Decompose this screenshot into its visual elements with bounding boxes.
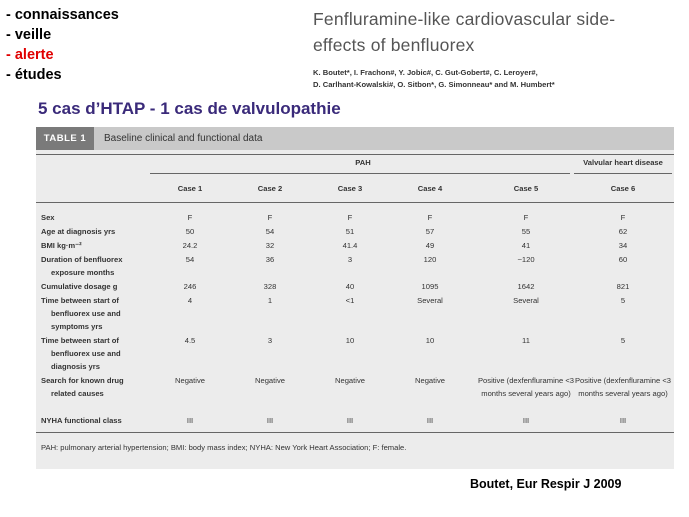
cell: III bbox=[266, 416, 274, 425]
cell: 41.4 bbox=[342, 241, 358, 250]
cell: 3 bbox=[267, 336, 273, 345]
cell: 51 bbox=[345, 227, 355, 236]
cell: ~120 bbox=[517, 255, 535, 264]
row-label bbox=[41, 294, 146, 333]
cell: 32 bbox=[265, 241, 275, 250]
cell: III bbox=[346, 416, 354, 425]
table-badge: TABLE 1 bbox=[36, 127, 94, 150]
cell: 11 bbox=[522, 336, 530, 345]
cell: 5 bbox=[620, 336, 626, 345]
cell: III bbox=[426, 416, 434, 425]
row-label: Sex bbox=[41, 213, 55, 222]
rule-bottom bbox=[36, 432, 674, 433]
cell: 36 bbox=[265, 255, 275, 264]
paper-authors bbox=[313, 67, 683, 91]
cell: 120 bbox=[423, 255, 437, 264]
paper-title bbox=[313, 6, 615, 58]
cell: 821 bbox=[616, 282, 630, 291]
cell: 49 bbox=[425, 241, 435, 250]
bullet-connaissances: - connaissances bbox=[6, 7, 119, 23]
row-label: Cumulative dosage g bbox=[41, 282, 118, 291]
cell: 55 bbox=[521, 227, 531, 236]
row-label-main: Search for known drug bbox=[41, 376, 124, 385]
col-header-case-1: Case 1 bbox=[177, 184, 203, 193]
col-header-case-4: Case 4 bbox=[417, 184, 443, 193]
cell: Positive (dexfenfluramine <3 months several years ago) bbox=[574, 376, 672, 398]
cell: III bbox=[186, 416, 194, 425]
col-header-case-6: Case 6 bbox=[610, 184, 636, 193]
cell: Negative bbox=[415, 376, 445, 385]
cell: Several bbox=[417, 296, 443, 305]
topic-list bbox=[6, 5, 119, 85]
row-label-main: Time between start of bbox=[41, 336, 119, 345]
cell: <1 bbox=[345, 296, 355, 305]
slide-headline: 5 cas d’HTAP - 1 cas de valvulopathie bbox=[38, 99, 341, 118]
cell: 3 bbox=[347, 255, 353, 264]
cell: 1 bbox=[267, 296, 273, 305]
row-label-main: Duration of benfluorex bbox=[41, 255, 123, 264]
group-header-valvular: Valvular heart disease bbox=[583, 158, 663, 167]
cell: 24.2 bbox=[182, 241, 198, 250]
cell: F bbox=[427, 213, 433, 222]
paper-title-line-1: Fenfluramine-like cardiovascular side- bbox=[313, 9, 616, 29]
rule-top bbox=[36, 154, 674, 155]
cell: 1642 bbox=[517, 282, 535, 291]
table-footnote: PAH: pulmonary arterial hypertension; BMI: body mass index; NYHA: New York Heart Association; F: female. bbox=[41, 443, 407, 452]
cell: 4.5 bbox=[184, 336, 196, 345]
cell: F bbox=[187, 213, 193, 222]
col-header-case-5: Case 5 bbox=[513, 184, 539, 193]
authors-line-1: K. Boutet*, I. Frachon#, Y. Jobic#, C. Gut-Gobert#, C. Leroyer#, bbox=[313, 68, 538, 77]
paper-title-line-2: effects of benfluorex bbox=[313, 35, 475, 55]
cell: 41 bbox=[521, 241, 531, 250]
row-label-main: Time between start of bbox=[41, 296, 119, 305]
cell: 54 bbox=[265, 227, 275, 236]
table-caption: Baseline clinical and functional data bbox=[104, 133, 263, 144]
cell: 34 bbox=[618, 241, 628, 250]
row-label-cont: benfluorex use and diagnosis yrs bbox=[51, 349, 121, 371]
row-label: BMI kg·m⁻² bbox=[41, 241, 82, 250]
cell: F bbox=[523, 213, 529, 222]
rule-group-pah bbox=[150, 173, 570, 174]
cell: 246 bbox=[183, 282, 197, 291]
rule-header bbox=[36, 202, 674, 203]
cell: 1095 bbox=[421, 282, 439, 291]
table-header-bar bbox=[36, 127, 674, 150]
cell: 60 bbox=[618, 255, 628, 264]
cell: 50 bbox=[185, 227, 195, 236]
row-label bbox=[41, 253, 146, 279]
row-label bbox=[41, 334, 146, 373]
cell: 10 bbox=[345, 336, 355, 345]
cell: F bbox=[267, 213, 273, 222]
source-citation: Boutet, Eur Respir J 2009 bbox=[470, 477, 622, 491]
group-header-pah: PAH bbox=[355, 158, 371, 167]
cell: III bbox=[619, 416, 627, 425]
cell: Positive (dexfenfluramine <3 months several years ago) bbox=[477, 376, 575, 398]
bullet-alerte: - alerte bbox=[6, 47, 54, 63]
cell: 4 bbox=[187, 296, 193, 305]
col-header-case-2: Case 2 bbox=[257, 184, 283, 193]
cell: 40 bbox=[345, 282, 355, 291]
row-label-cont: benfluorex use and symptoms yrs bbox=[51, 309, 121, 331]
cell: 328 bbox=[263, 282, 277, 291]
cell: 5 bbox=[620, 296, 626, 305]
cell: Negative bbox=[335, 376, 365, 385]
cell: Negative bbox=[255, 376, 285, 385]
cell: F bbox=[347, 213, 353, 222]
cell: 57 bbox=[425, 227, 435, 236]
cell: 62 bbox=[618, 227, 628, 236]
cell: III bbox=[522, 416, 530, 425]
cell: F bbox=[620, 213, 626, 222]
col-header-case-3: Case 3 bbox=[337, 184, 363, 193]
authors-line-2: D. Carlhant-Kowalski#, O. Sitbon*, G. Simonneau* and M. Humbert* bbox=[313, 80, 555, 89]
row-label: Age at diagnosis yrs bbox=[41, 227, 116, 236]
rule-group-valvular bbox=[574, 173, 672, 174]
row-label-cont: exposure months bbox=[51, 268, 115, 277]
cell: 10 bbox=[425, 336, 435, 345]
bullet-veille: - veille bbox=[6, 27, 52, 43]
row-label bbox=[41, 374, 146, 400]
row-label-cont: related causes bbox=[51, 389, 104, 398]
row-label: NYHA functional class bbox=[41, 416, 122, 425]
bullet-etudes: - études bbox=[6, 67, 62, 83]
cell: Several bbox=[513, 296, 539, 305]
cell: Negative bbox=[175, 376, 205, 385]
clinical-data-table bbox=[36, 127, 674, 469]
cell: 54 bbox=[185, 255, 195, 264]
